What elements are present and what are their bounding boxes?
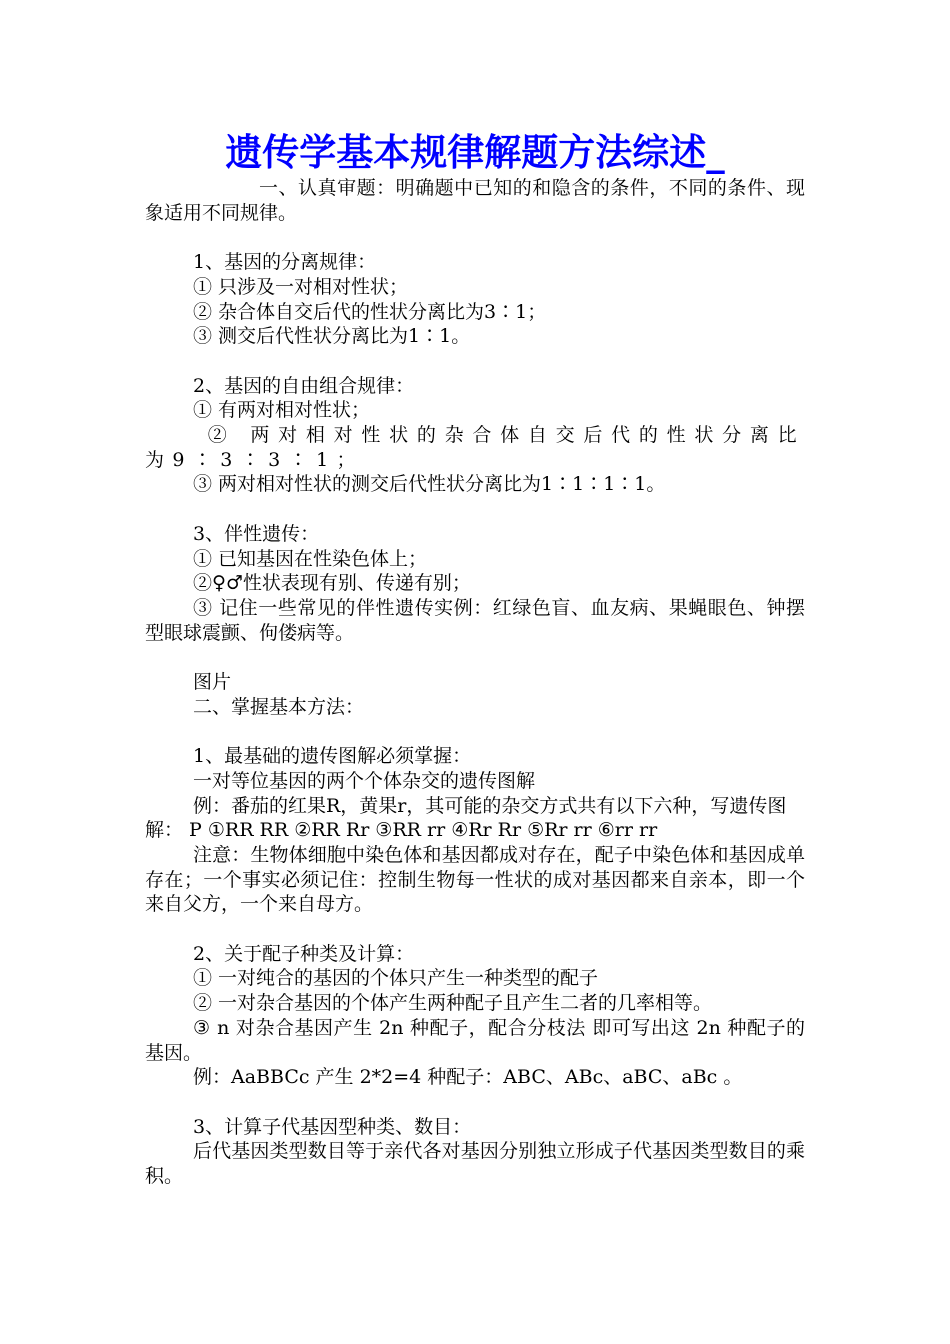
- paragraph-gamete-example: 例：AaBBCc 产生 2*2=4 种配子：ABC、ABc、aBC、aBc 。: [193, 1066, 743, 1089]
- blank-line: [145, 225, 805, 250]
- list-item-assortment-3: ③ 两对相对性状的测交后代性状分离比为1∶1∶1∶1。: [193, 473, 666, 496]
- blank-line: [145, 917, 805, 942]
- document-page: [145, 128, 805, 1189]
- list-item-assortment-1: ① 有两对相对性状；: [193, 399, 371, 422]
- list-item-assortment-2: ② 两对相对性状的杂合体自交后代的性状分离比为9∶3∶3∶1；: [145, 424, 805, 471]
- paragraph-diagram-desc: 一对等位基因的两个个体杂交的遗传图解: [193, 769, 536, 792]
- heading-sex-linked: 3、伴性遗传：: [193, 522, 320, 545]
- list-item-segregation-3: ③ 测交后代性状分离比为1∶1。: [193, 325, 471, 348]
- list-item-sex-linked-2: ②♀♂性状表现有别、传递有别；: [193, 572, 471, 595]
- heading-genotype-count: 3、计算子代基因型种类、数目：: [193, 1115, 472, 1138]
- document-title: 遗传学基本规律解题方法综述_: [225, 130, 725, 174]
- blank-line: [145, 1090, 805, 1115]
- heading-genetic-diagram: 1、最基础的遗传图解必须掌握：: [193, 745, 472, 768]
- paragraph-note: 注意：生物体细胞中染色体和基因都成对存在，配子中染色体和基因成单存在；一个事实必须记住：控制生物每一性状的成对基因都来自亲本，即一个来自父方，一个来自母方。: [145, 843, 805, 916]
- list-item-segregation-2: ② 杂合体自交后代的性状分离比为3∶1；: [193, 300, 547, 323]
- paragraph-genotype-count: 后代基因类型数目等于亲代各对基因分别独立形成子代基因类型数目的乘积。: [145, 1140, 805, 1188]
- blank-line: [145, 497, 805, 522]
- list-item-sex-linked-1: ① 已知基因在性染色体上；: [193, 547, 428, 570]
- paragraph-section-1-intro: 一、认真审题：明确题中已知的和隐含的条件，不同的条件、现象适用不同规律。: [145, 177, 805, 224]
- list-item-sex-linked-3: ③ 记住一些常见的伴性遗传实例：红绿色盲、血友病、果蝇眼色、钟摆型眼球震颤、佝偻病等。: [145, 596, 805, 644]
- image-placeholder-label: 图片: [193, 671, 232, 693]
- blank-line: [145, 645, 805, 670]
- heading-independent-assortment: 2、基因的自由组合规律：: [193, 374, 415, 397]
- list-item-gametes-3: ③ n 对杂合基因产生 2n 种配子，配合分枝法 即可写出这 2n 种配子的基因。: [145, 1016, 805, 1064]
- heading-gametes: 2、关于配子种类及计算：: [193, 942, 415, 965]
- heading-section-2: 二、掌握基本方法：: [193, 695, 365, 718]
- list-item-segregation-1: ① 只涉及一对相对性状；: [193, 275, 409, 298]
- list-item-gametes-1: ① 一对纯合的基因的个体只产生一种类型的配子: [193, 967, 599, 990]
- blank-line: [145, 719, 805, 744]
- paragraph-tomato-example: 例：番茄的红果R，黄果r，其可能的杂交方式共有以下六种，写遗传图解： P ①RR RR ②RR Rr ③RR rr ④Rr Rr ⑤Rr rr ⑥rr rr: [145, 794, 787, 842]
- heading-segregation-law: 1、基因的分离规律：: [193, 251, 377, 274]
- blank-line: [145, 349, 805, 374]
- list-item-gametes-2: ② 一对杂合基因的个体产生两种配子且产生二者的几率相等。: [193, 992, 713, 1015]
